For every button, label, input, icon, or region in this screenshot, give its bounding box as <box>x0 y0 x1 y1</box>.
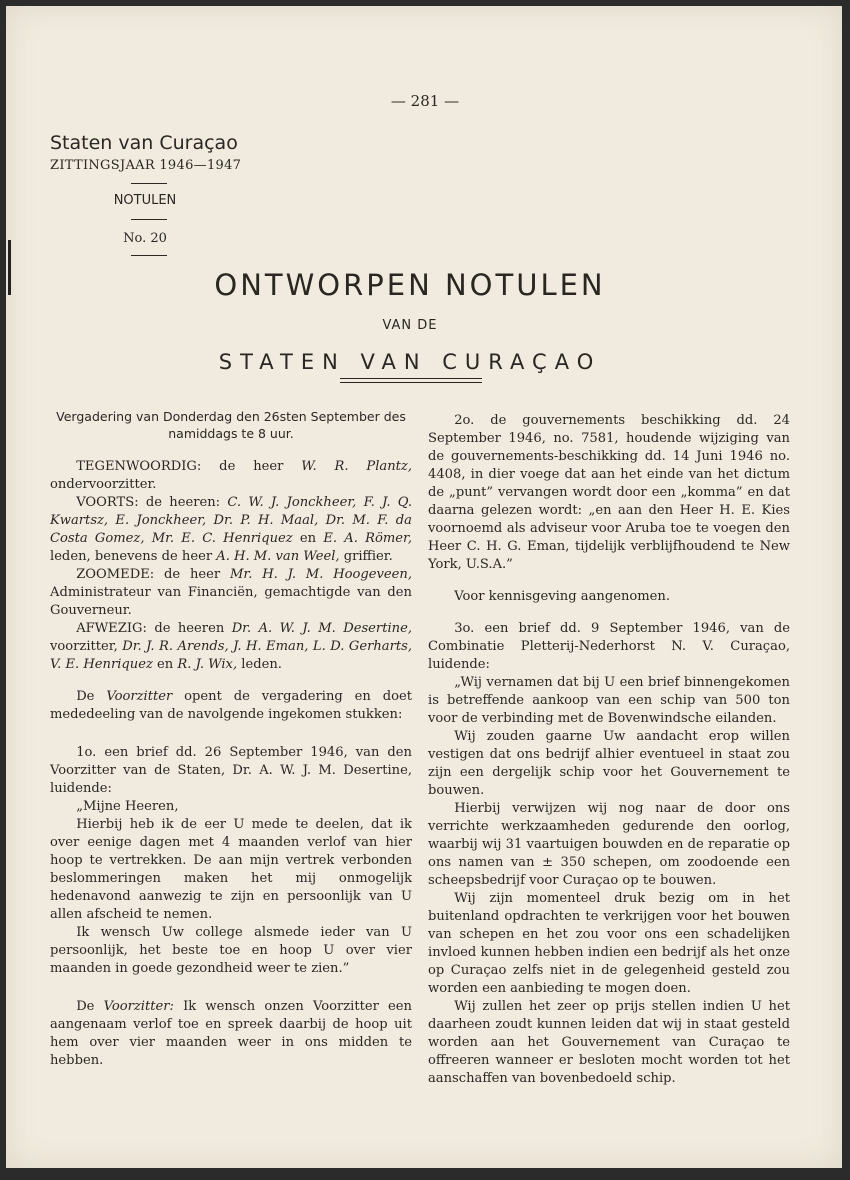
main-title: ONTWORPEN NOTULEN <box>214 268 606 302</box>
issue-number: No. 20 <box>123 231 167 246</box>
subtitle: VAN DE <box>382 318 438 333</box>
quoted-paragraph: Wij zouden gaarne Uw aandacht erop willen vestigen dat ons bedrijf alhier eventueel in staat zou zijn een dergelijk schip voor het Gouvernement te bouwen. <box>428 729 790 798</box>
noted-line: Voor kennisgeving aangenomen. <box>454 589 671 604</box>
attendance-zoomede: ZOOMEDE: de heer Mr. H. J. M. Hoogeveen, Administrateur van Financiën, gemachtigde van den Gouverneur. <box>50 567 413 618</box>
attendance-voorts: VOORTS: de heeren: C. W. J. Jonckheer, F. J. Q. Kwartsz, E. Jonckheer, Dr. P. H. Maal, Dr. M. F. da Costa Gomez, Mr. E. C. Henriquez en E. A. Römer, leden, benevens de heer A. H. M. van Weel, griffier. <box>50 495 412 564</box>
right-column <box>428 412 790 1088</box>
letter-salutation: „Mijne Heeren, <box>76 799 179 814</box>
letter-paragraph: Ik wensch Uw college alsmede ieder van U persoonlijk, het beste toe en hoop U over vier maanden in goede gezondheid weer te zien.” <box>50 925 412 976</box>
closing-paragraph: De Voorzitter: Ik wensch onzen Voorzitter een aangenaam verlof toe en spreek daarbij de hoop uit hem over vier maanden weer in ons midden te hebben. <box>50 999 412 1068</box>
attendance-present: TEGENWOORDIG: de heer W. R. Plantz, ondervoorzitter. <box>50 459 412 492</box>
divider <box>131 255 167 256</box>
quoted-paragraph: Hierbij verwijzen wij nog naar de door ons verrichte werkzaamheden gedurende den oorlog, waarbij wij 31 vaartuigen bouwden en de reparatie op ons namen van ± 350 schepen, om zoodoende een scheepsbedrijf voor Curaçao op te bouwen. <box>428 801 790 888</box>
attendance-absent: AFWEZIG: de heeren Dr. A. W. J. M. Desertine, voorzitter, Dr. J. R. Arends, J. H. Eman, L. D. Gerharts, V. E. Henriquez en R. J. Wix, leden. <box>50 621 412 672</box>
letter-paragraph: Hierbij heb ik de eer U mede te deelen, dat ik over eenige dagen met 4 maanden verlof van hier hoop te vertrekken. De aan mijn vertrek verbonden beslommeringen maken het mij onmogelijk hedenavond aanwezig te zijn en persoonlijk van U allen afscheid te nemen. <box>50 817 412 922</box>
item-1: 1o. een brief dd. 26 September 1946, van den Voorzitter van de Staten, Dr. A. W. J. M. Desertine, luidende: <box>50 745 412 796</box>
quoted-paragraph: Wij zijn momenteel druk bezig om in het buitenland opdrachten te verkrijgen voor het bouwen van schepen en het zou voor ons een schadelijken invloed kunnen hebben indien een bedrijf als het onze op Curaçao zelfs niet in de gelegenheid gesteld zou worden een aanbieding te mogen doen. <box>428 891 790 996</box>
divider <box>131 219 167 220</box>
item-2: 2o. de gouvernements beschikking dd. 24 September 1946, no. 7581, houdende wijziging van de gouvernements-beschikking dd. 14 Juni 1946 no. 4408, in dier voege dat aan het einde van het dictum de „punt” vervangen wordt door een „komma” en dat daarna gelezen wordt: „en aan den Heer H. E. Kies voornoemd als adviseur voor Aruba toe te voegen den Heer C. H. G. Eman, tijdelijk verblijfhoudend te New York, U.S.A.” <box>428 413 790 572</box>
page-number: — 281 — <box>390 92 460 110</box>
session-year: ZITTINGSJAAR 1946—1947 <box>50 158 242 173</box>
quoted-paragraph: Wij zullen het zeer op prijs stellen indien U het daarheen zoudt kunnen leiden dat wij in staat gesteld worden aan het Gouvernement van Curaçao te offreeren wanneer er besloten mocht worden tot het aanschaffen van bovenbedoeld schip. <box>428 999 790 1086</box>
quoted-paragraph: „Wij vernamen dat bij U een brief binnengekomen is betreffende aankoop van een schip van 500 ton voor de verbinding met de Bovenwindsche eilanden. <box>428 675 790 726</box>
document-kind: NOTULEN <box>113 193 177 208</box>
meeting-heading: Vergadering van Donderdag den 26sten September des namiddags te 8 uur. <box>56 409 406 441</box>
series-title: Staten van Curaçao <box>50 132 238 154</box>
opening-paragraph: De Voorzitter opent de vergadering en doet mededeeling van de navolgende ingekomen stukken: <box>50 689 413 722</box>
divider <box>131 183 167 184</box>
body-title: STATEN VAN CURAÇAO <box>218 350 602 374</box>
title-underline <box>340 378 482 379</box>
item-3: 3o. een brief dd. 9 September 1946, van de Combinatie Pletterij-Nederhorst N. V. Curaçao, luidende: <box>428 621 790 672</box>
left-column <box>50 408 412 1070</box>
title-underline <box>340 382 482 383</box>
